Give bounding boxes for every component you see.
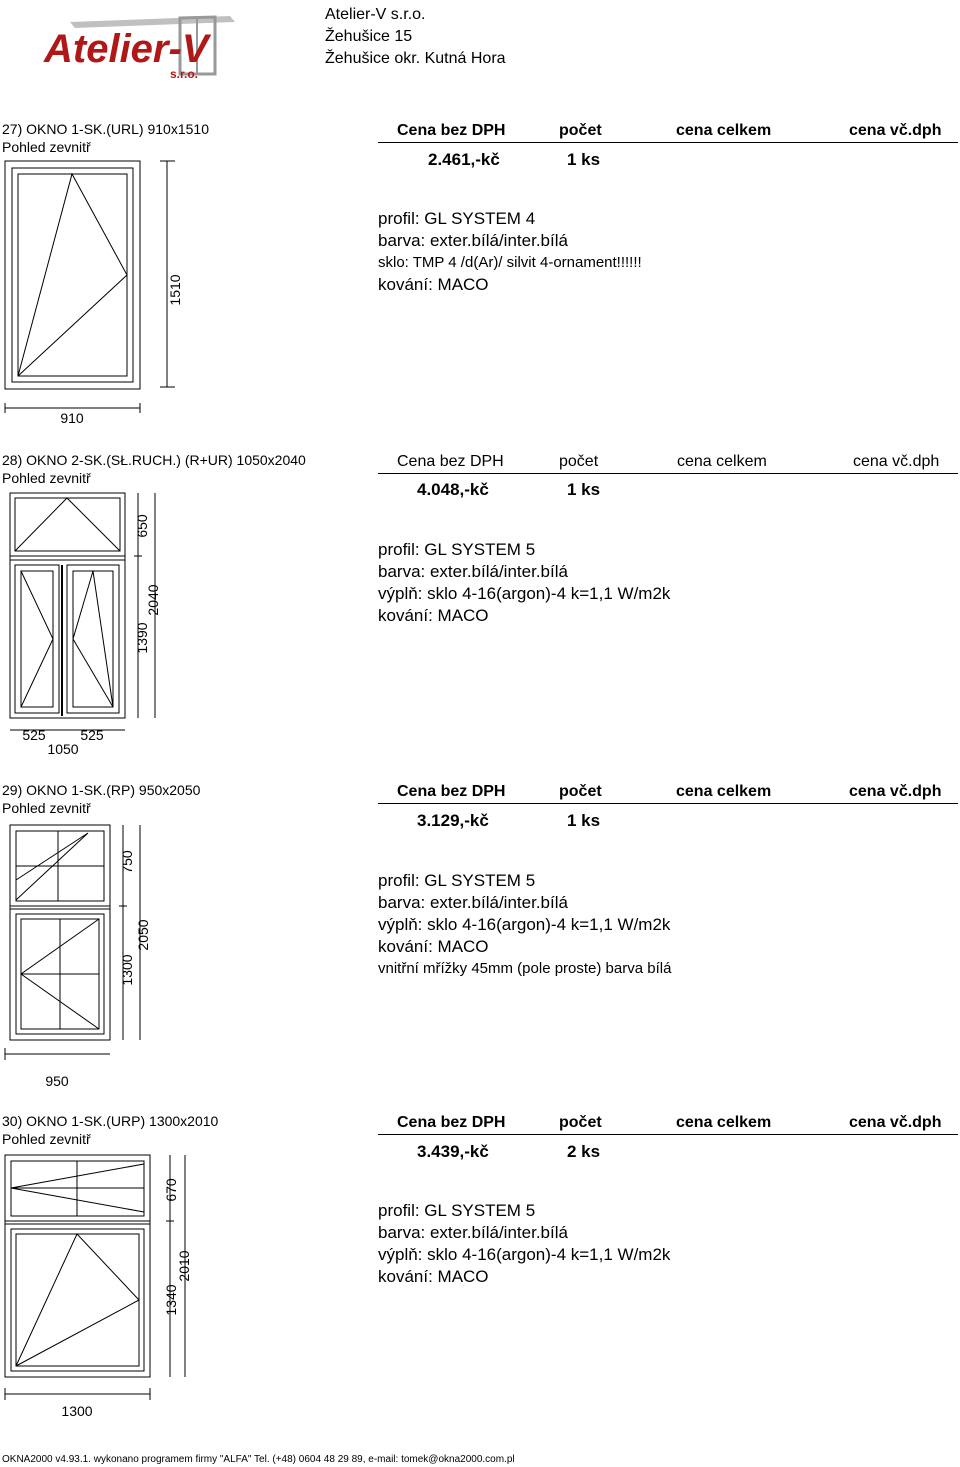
spec-glass: výplň: sklo 4-16(argon)-4 k=1,1 W/m2k: [378, 584, 671, 603]
price-header: [378, 783, 958, 804]
unit-price: 4.048,-kč: [417, 480, 489, 499]
spec-list: [378, 208, 642, 296]
col-total: cena celkem: [677, 453, 767, 470]
col-total-incl-vat: cena vč.dph: [849, 122, 942, 139]
dim-total: 2010: [176, 1250, 192, 1282]
col-count: počet: [559, 1114, 602, 1131]
col-price-excl-vat: Cena bez DPH: [397, 122, 506, 139]
col-total: cena celkem: [676, 122, 772, 139]
spec-hardware: kování: MACO: [378, 606, 489, 625]
price-header: [378, 453, 958, 474]
dim-bottom: 1340: [163, 1284, 179, 1316]
spec-hardware: kování: MACO: [378, 1267, 489, 1286]
spec-glass: výplň: sklo 4-16(argon)-4 k=1,1 W/m2k: [378, 1245, 671, 1264]
dim-width: 1300: [61, 1403, 93, 1419]
company-name: Atelier-V s.r.o.: [325, 6, 426, 23]
spec-profile: profil: GL SYSTEM 5: [378, 540, 536, 559]
spec-glass: sklo: TMP 4 /d(Ar)/ silvit 4-ornament!!!!!!: [378, 254, 642, 271]
price-header: [378, 1114, 958, 1135]
dim-width: 910: [60, 410, 84, 426]
item-title: 29) OKNO 1-SK.(RP) 950x2050: [2, 782, 201, 798]
dim-width: 950: [45, 1073, 69, 1089]
spec-list: [378, 870, 671, 980]
col-price-excl-vat: Cena bez DPH: [397, 453, 504, 470]
spec-color: barva: exter.bílá/inter.bílá: [378, 1223, 568, 1242]
quantity: 1 ks: [567, 150, 601, 169]
spec-color: barva: exter.bílá/inter.bílá: [378, 562, 568, 581]
quantity: 1 ks: [567, 480, 601, 499]
spec-profile: profil: GL SYSTEM 4: [378, 209, 536, 228]
spec-color: barva: exter.bílá/inter.bílá: [378, 231, 568, 250]
price-header: [378, 122, 958, 143]
col-price-excl-vat: Cena bez DPH: [397, 783, 506, 800]
col-total-incl-vat: cena vč.dph: [853, 453, 940, 470]
dim-height: 1510: [167, 274, 183, 306]
unit-price: 2.461,-kč: [428, 150, 500, 169]
col-price-excl-vat: Cena bez DPH: [397, 1114, 506, 1131]
spec-list: [378, 1200, 670, 1288]
dim-w1: 525: [22, 727, 46, 743]
dim-top: 670: [163, 1178, 179, 1202]
quantity: 1 ks: [567, 811, 601, 830]
item-title: 30) OKNO 1-SK.(URP) 1300x2010: [2, 1113, 219, 1129]
spec-hardware: kování: MACO: [378, 937, 489, 956]
unit-price: 3.439,-kč: [417, 1142, 489, 1161]
dim-w2: 525: [80, 727, 104, 743]
spec-list: [378, 539, 670, 627]
col-count: počet: [559, 453, 599, 470]
view-label: Pohled zevnitř: [2, 800, 91, 816]
dim-bottom: 1390: [134, 622, 150, 654]
col-total: cena celkem: [676, 1114, 772, 1131]
window-drawing-27: [0, 155, 200, 435]
window-drawing-30: [0, 1150, 220, 1440]
col-total-incl-vat: cena vč.dph: [849, 1114, 942, 1131]
window-drawing-29: [0, 820, 200, 1090]
company-street: Žehušice 15: [325, 28, 413, 45]
spec-color: barva: exter.bílá/inter.bílá: [378, 893, 568, 912]
company-logo: [30, 14, 250, 84]
company-city: Žehušice okr. Kutná Hora: [325, 50, 506, 67]
view-label: Pohled zevnitř: [2, 139, 91, 155]
view-label: Pohled zevnitř: [2, 1131, 91, 1147]
spec-glass: výplň: sklo 4-16(argon)-4 k=1,1 W/m2k: [378, 915, 671, 934]
company-address: [325, 4, 506, 70]
col-count: počet: [559, 122, 602, 139]
col-count: počet: [559, 783, 602, 800]
dim-bottom: 1300: [119, 954, 135, 986]
quantity: 2 ks: [567, 1142, 601, 1161]
dim-total: 2040: [145, 584, 161, 616]
spec-muntins: vnitřní mřížky 45mm (pole proste) barva bílá: [378, 960, 672, 977]
logo-text: Atelier-V: [44, 27, 209, 71]
logo-subtext: s.r.o.: [170, 67, 199, 81]
spec-profile: profil: GL SYSTEM 5: [378, 871, 536, 890]
col-total: cena celkem: [676, 783, 772, 800]
dim-top: 750: [119, 850, 135, 874]
spec-hardware: kování: MACO: [378, 275, 489, 294]
spec-profile: profil: GL SYSTEM 5: [378, 1201, 536, 1220]
window-drawing-28: [0, 488, 200, 758]
unit-price: 3.129,-kč: [417, 811, 489, 830]
footer-note: OKNA2000 v4.93.1. wykonano programem firmy "ALFA" Tel. (+48) 0604 48 29 89, e-mail: tomek@okna2000.com.pl: [2, 1454, 515, 1465]
dim-width: 1050: [47, 741, 79, 757]
view-label: Pohled zevnitř: [2, 470, 91, 486]
item-title: 28) OKNO 2-SK.(SŁ.RUCH.) (R+UR) 1050x2040: [2, 452, 306, 468]
dim-top: 650: [134, 514, 150, 538]
col-total-incl-vat: cena vč.dph: [849, 783, 942, 800]
dim-total: 2050: [135, 919, 151, 951]
item-title: 27) OKNO 1-SK.(URL) 910x1510: [2, 121, 209, 137]
